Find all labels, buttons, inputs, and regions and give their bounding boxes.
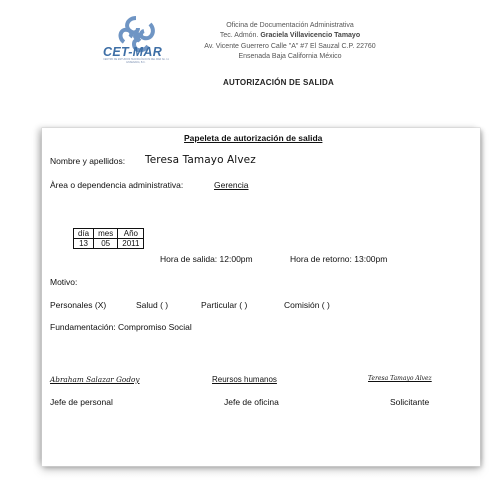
letterhead xyxy=(0,0,499,125)
area-value: Gerencia xyxy=(214,180,249,190)
office-address xyxy=(180,21,400,63)
area-label: Àrea o dependencia administrativa: xyxy=(50,180,184,190)
role-personnel-head: Jefe de personal xyxy=(50,397,113,407)
reason-label: Motivo: xyxy=(50,277,78,287)
office-line-2 xyxy=(180,31,400,41)
name-value: Teresa Tamayo Alvez xyxy=(145,154,256,166)
form-title: Papeleta de autorización de salida xyxy=(184,133,323,143)
date-header-year: Año xyxy=(118,229,144,239)
return-time: Hora de retorno: 13:00pm xyxy=(290,254,388,264)
name-label: Nombre y apellidos: xyxy=(50,156,126,166)
office-line-4: Ensenada Baja California México xyxy=(238,53,342,61)
logo-caption: CENTRO DE ESTUDIOS TECNOLÓGICOS DEL MAR No. 11 ENSENADA, B.C. xyxy=(103,58,169,64)
date-value-row xyxy=(74,239,144,249)
office-line-1: Oficina de Documentación Administrativa xyxy=(226,22,354,29)
signature-applicant: Teresa Tamayo Alvez xyxy=(368,375,432,382)
option-particular: Particular ( ) xyxy=(201,300,248,310)
justification: Fundamentación: Compromiso Social xyxy=(50,322,192,332)
document-title: AUTORIZACIÓN DE SALIDA xyxy=(223,78,334,87)
office-line-3: Av. Vicente Guerrero Calle "A" #7 El Sauzal C.P. 22760 xyxy=(204,42,376,50)
office-title-prefix: Tec. Admón. xyxy=(219,32,259,40)
bottom-fade xyxy=(0,458,499,489)
date-header-month: mes xyxy=(94,229,118,239)
form-paper xyxy=(42,128,480,466)
signature-personnel: Abraham Salazar Godoy xyxy=(50,375,140,384)
date-year: 2011 xyxy=(118,239,144,249)
signature-office: Reursos humanos xyxy=(212,375,277,384)
office-person-name: Graciela Villavicencio Tamayo xyxy=(260,32,361,40)
option-comision: Comisión ( ) xyxy=(284,300,330,310)
role-office-head: Jefe de oficina xyxy=(224,397,279,407)
date-month: 05 xyxy=(94,239,118,249)
departure-time: Hora de salida: 12:00pm xyxy=(160,254,253,264)
option-salud: Salud ( ) xyxy=(136,300,169,310)
role-applicant: Solicitante xyxy=(390,397,430,407)
logo-wordmark: CET-MAR xyxy=(103,45,163,59)
date-day: 13 xyxy=(74,239,94,249)
date-table xyxy=(73,228,144,249)
date-header-day: día xyxy=(74,229,94,239)
date-header-row xyxy=(74,229,144,239)
option-personales: Personales (X) xyxy=(50,300,107,310)
